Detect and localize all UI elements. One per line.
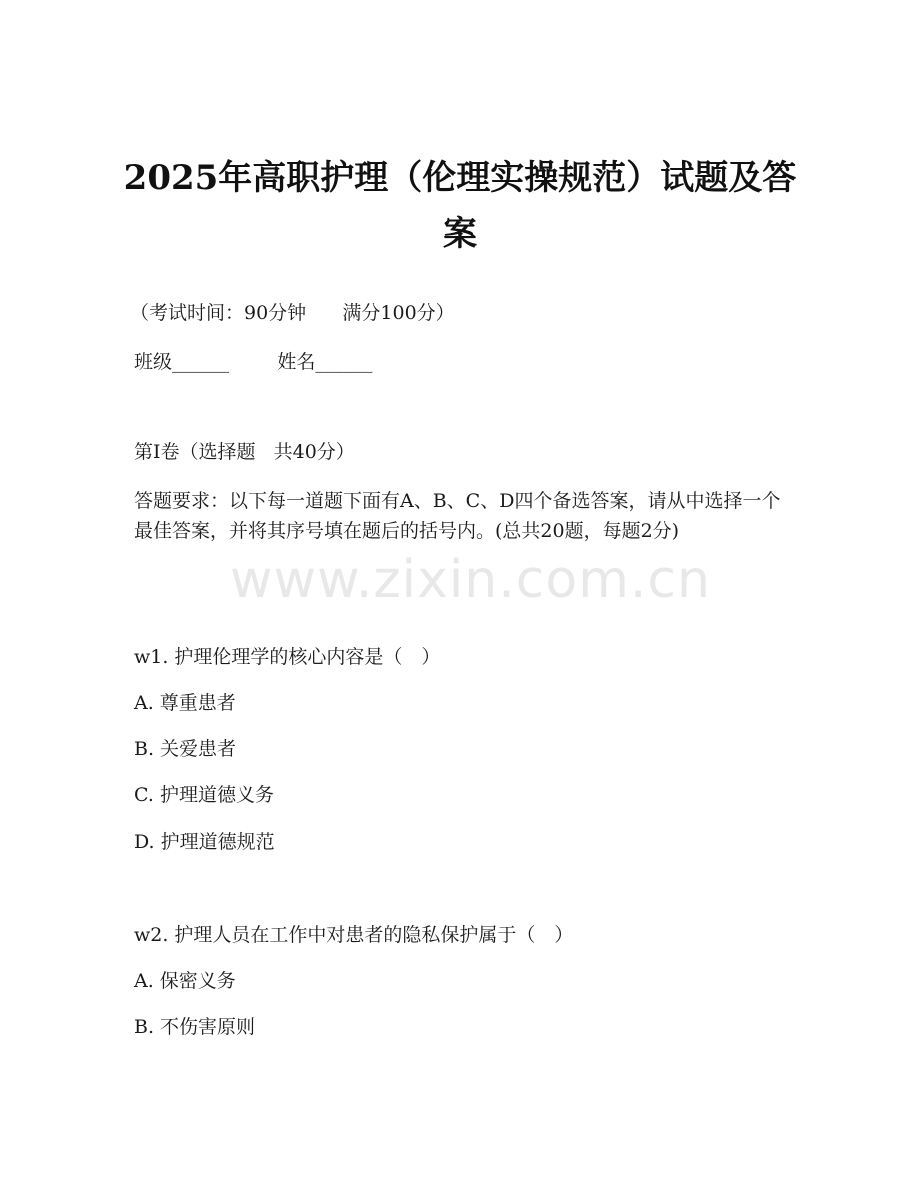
- exam-info: （考试时间：90分钟 满分100分）: [130, 302, 455, 324]
- question-option: D. 护理道德规范: [134, 831, 275, 853]
- question-option: A. 尊重患者: [134, 692, 236, 714]
- question-option: C. 护理道德义务: [134, 784, 274, 806]
- document-title: 2025年高职护理（伦理实操规范）试题及答案: [123, 158, 797, 254]
- question-option: B. 关爱患者: [134, 738, 237, 760]
- instructions: 答题要求：以下每一道题下面有A、B、C、D四个备选答案，请从中选择一个最佳答案，并将其序号填在题后的括号内。(总共20题，每题2分): [134, 490, 781, 542]
- question-stem: w2. 护理人员在工作中对患者的隐私保护属于（ ）: [134, 924, 574, 946]
- watermark: www.zixin.com.cn: [230, 550, 711, 610]
- question-option: B. 不伤害原则: [134, 1016, 256, 1038]
- question-option: A. 保密义务: [134, 970, 236, 992]
- student-info: 班级______ 姓名______: [134, 351, 373, 373]
- section-title: 第I卷（选择题 共40分）: [134, 441, 355, 463]
- question-stem: w1. 护理伦理学的核心内容是（ ）: [134, 646, 441, 668]
